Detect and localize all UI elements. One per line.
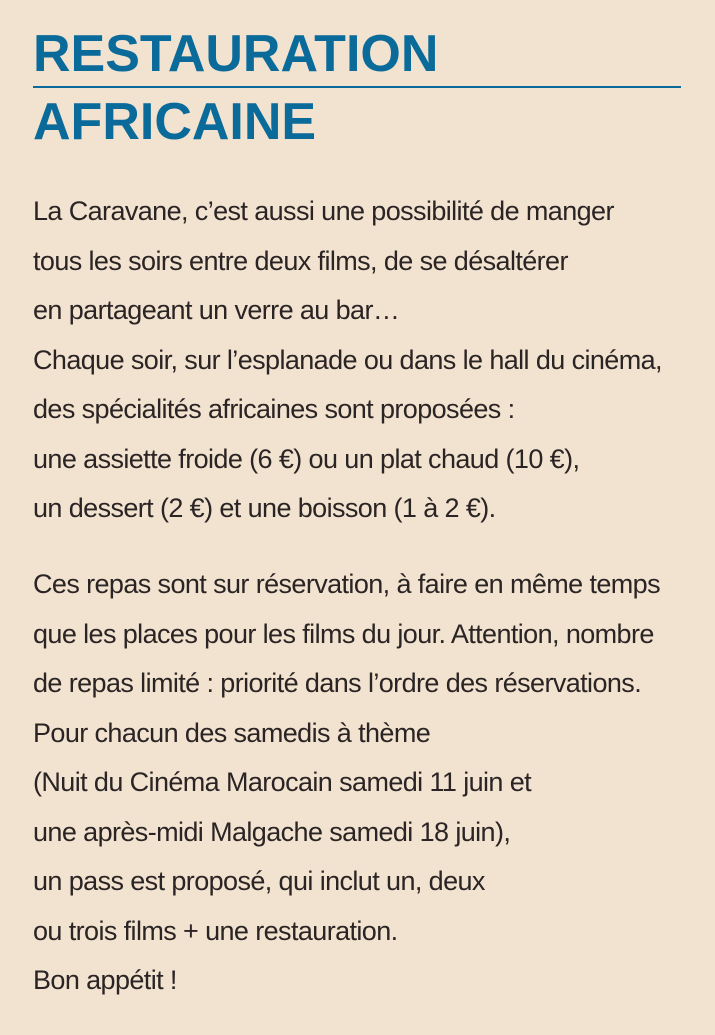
text-line: une assiette froide (6 €) ou un plat chaud (10 €),: [33, 443, 580, 474]
text-line: Pour chacun des samedis à thème: [33, 717, 431, 748]
heading-line-2: AFRICAINE: [33, 93, 317, 151]
text-line: tous les soirs entre deux films, de se désaltérer: [33, 245, 568, 276]
text-line: de repas limité : priorité dans l’ordre des réservations.: [33, 668, 642, 698]
text-line: (Nuit du Cinéma Marocain samedi 11 juin et: [33, 767, 532, 797]
text-line: ou trois films + une restauration.: [33, 915, 398, 946]
text-line: des spécialités africaines sont proposées :: [33, 394, 515, 424]
text-line: La Caravane, c’est aussi une possibilité de manger: [33, 196, 614, 226]
heading-line-1: RESTAURATION: [33, 25, 439, 83]
text-line: un dessert (2 €) et une boisson (1 à 2 €).: [33, 493, 496, 523]
text-line: Bon appétit !: [33, 965, 177, 995]
text-line: une après-midi Malgache samedi 18 juin),: [33, 816, 511, 847]
heading-divider: [33, 86, 681, 88]
text-line: Ces repas sont sur réservation, à faire en même temps: [33, 569, 660, 599]
text-line: que les places pour les films du jour. Attention, nombre: [33, 618, 654, 649]
paragraph-reservation: [33, 560, 660, 1006]
paragraph-meals: [33, 187, 662, 534]
text-line: Chaque soir, sur l’esplanade ou dans le hall du cinéma,: [33, 344, 662, 375]
text-line: en partageant un verre au bar…: [33, 295, 400, 325]
text-line: un pass est proposé, qui inclut un, deux: [33, 866, 485, 896]
